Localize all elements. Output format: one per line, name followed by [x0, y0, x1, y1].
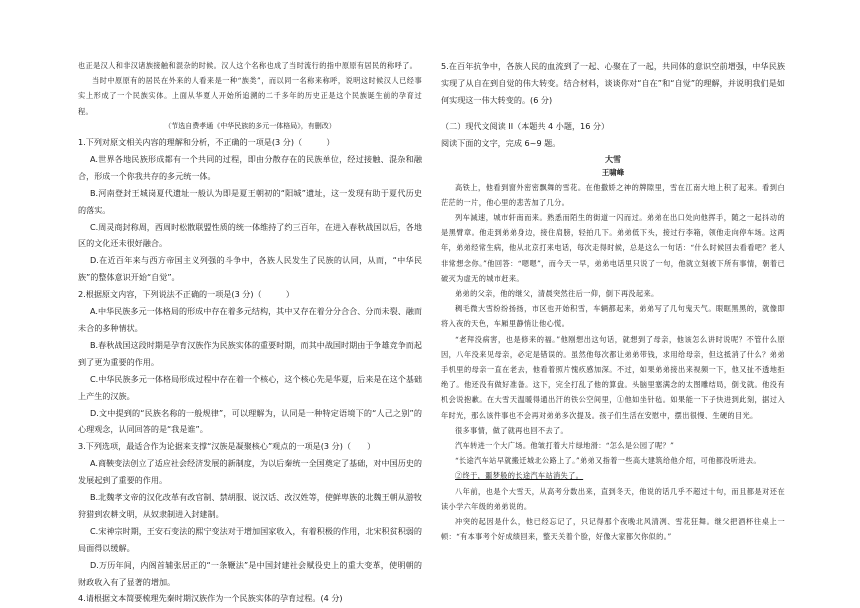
- story-paragraph: 冲突的起因是什么，他已经忘记了，只记得那个夜晚北风清冽、雪花狂舞。继父把酒杯往桌上一顿：“有本事考个好成绩回来，整天关着个脸，好像大家都欠你似的。”: [441, 517, 785, 542]
- story-paragraph: 八年前，也是个大雪天，从高考分数出来，直到冬天，他说的话几乎不超过十句，而且都是对还在读小学六年级的弟弟说的。: [441, 486, 785, 511]
- question-2-option-b: B.春秋战国这段时期是孕育汉族作为民族实体的重要时期，而其中战国时期由于争雄竞争而起到了更为重要的作用。: [78, 339, 422, 367]
- right-column: [441, 58, 785, 544]
- story-paragraph: 列车減速，城市轩南而来。熟悉而陌生的街道一闪而过。弟弟在出口处向他挥手，随之一起抖动的是黑臂章。他走到弟弟身边，接住肩膀，轻拍几下。弟弟低下头，接过行李箱，领他走向停车场。这两年，弟弟经常生病，他从北京打来电话，每次走得时候，总是这么一句话：“什么时候回去看看吧？老人非常想念你。”他回答：“嗯嗯”，而今天一早，弟弟电话里只说了一句，他就立刻被下所有事情，朝着已破灭为虚无的城市赶来。: [441, 212, 785, 283]
- story-author: 王啸峰: [601, 167, 625, 177]
- question-2-option-a: A.中华民族多元一体格局的形成中存在着多元结构，其中又存在着分分合合、分而未裂、融而未合的多种情状。: [78, 306, 422, 333]
- question-1-option-a: A.世界各地民族形成都有一个共同的过程，即由分散存在的民族单位，经过接触、混杂和融合，形成一个你我共存的多元统一体。: [78, 153, 422, 181]
- question-1-option-b: B.河南登封王城岗夏代遗址一般认为即是夏王朝初的“阳城”遗址，这一发现有助于夏代历史的落实。: [78, 187, 422, 215]
- reading-instruction: 阅读下面的文字，完成 6~9 题。: [441, 137, 561, 148]
- question-1-option-c: C.周灵商封称周，西周时松散联盟性质的统一体维持了约三百年，在进入春秋战国以后，各地区的文化还未很好融合。: [78, 221, 422, 249]
- section-heading: （二）现代文阅读 II（本题共 4 小题，16 分）: [441, 120, 610, 131]
- question-3-option-b: B.北魏孝文帝的汉化改革有改官制、禁胡服、说汉话、改汉姓等，使鲜卑族的北魏王朝从游牧狩猎到农耕文明，从奴隶制进入封建制。: [78, 492, 422, 519]
- left-column: [78, 58, 422, 607]
- question-2-option-d: D.文中提到的“民族名称的一般规律”，可以理解为，认同是一种特定语境下的“人己之别”的心理观念，认同回答的是“我是谁”。: [78, 407, 422, 435]
- question-2-stem: 2.根据原文内容，下列说法不正确的一项是(3 分)（ ）: [78, 289, 295, 300]
- question-3-option-a: A.商鞅变法创立了适应社会经济发展的新制度，为以后秦统一全国奠定了基础，对中国历史的发展起到了重要的作用。: [78, 458, 422, 486]
- spacer: [441, 109, 785, 118]
- question-1-stem: 1.下列对原文相关内容的理解和分析，不正确的一项是(3 分)（ ）: [78, 137, 335, 148]
- question-4: 4.请根据文本简要梳理先秦时期汉族作为一个民族实体的孕育过程。(4 分): [78, 593, 343, 604]
- question-1-option-d: D.在近百年来与西方帝国主义列强的斗争中，各族人民发生了民族的认同，从而，“中华民族”的整体意识开始“自觉”。: [78, 255, 422, 283]
- passage-paragraph: 当时中原原有的居民在外来的人看来是一种“族类”，而以同一名称来称呼，说明这时候汉人已经事实上形成了一个民族实体。上面从华夏人开始所追溯的二千多年的历史正是这个民族诞生前的孕育过程。: [78, 76, 422, 116]
- story-paragraph: “长途汽车站早就搬迁城北公路上了。”弟弟又指着一些高大建筑给他介绍，可他都没听进去。: [455, 456, 761, 466]
- question-5: 5.在百年抗争中，各族人民的血流到了一起、心聚在了一起，共同体的意识空前增强，中华民族实现了从自在到自觉的伟大转变。结合材料，谈谈你对“自在”和“自觉”的理解，并说明我们是如何实现这一伟大转变的。(6 分): [441, 61, 785, 105]
- story-paragraph: 稠毛微大雪纷纷扬扬，市区也开始积雪，车辆都起来，弟弟写了几句鬼天气。眼眶黑黑的，就像即将入夜的天色，车厢里静悄让他心慌。: [441, 304, 785, 329]
- question-3-stem: 3.下列选项，最适合作为论据来支撑“汉族是凝聚核心”观点的一项是(3 分)（ ）: [78, 441, 376, 452]
- question-3-option-c: C.宋神宗时期，王安石变法的熙宁变法对于增加国家收入，有着积极的作用，北宋积贫积弱的局面得以缓解。: [78, 525, 422, 553]
- source-citation: （节选自费孝通《中华民族的多元一体格局》，有删改）: [164, 121, 336, 130]
- story-paragraph: 很多事情，做了就再也回不去了。: [455, 425, 569, 435]
- question-3-option-d: D.万历年间，内阁首辅张居正的“一条鞭法”是中国封建社会赋役史上的重大变革，使明朝的财政收入有了显著的增加。: [78, 559, 422, 587]
- story-paragraph: 弟弟的父亲，他的继父，清晨突然往后一仰，倒下再没起来。: [455, 288, 659, 298]
- question-2-option-c: C.中华民族多元一体格局形成过程中存在着一个核心，这个核心先是华夏，后来是在这个基础上产生的汉族。: [78, 373, 422, 401]
- story-paragraph: 汽车转进一个大广场。他皱打着大片绿地滑：“怎么是公园了呢？”: [455, 440, 675, 450]
- story-paragraph-underlined: ②终于，噩梦般的长途汽车站消失了。: [455, 471, 584, 481]
- story-paragraph: “老拜没病害，也是修来的福。”他刚想出这句话，就想到了母亲，他该怎么讲时说呢？不管什么原因，八年没来见母亲，必定是错误的。虽然他每次都让弟弟带钱，求用给母亲，但这抵消了什么？弟弟手机里的母亲一直在老去，他看着照片愧疚感加深。不过，如果弟弟接出来视频一下，他又扯不透地拒绝了。他还没有做好准备。这下，完全打乱了他的算盘。头脑里塞满念的太图雕结局，倒戈就。他没有机会说抱歉。在大雪天温暖得通出汗的铁公空间里，①他如坐针毡。如果能一下子快进到此刻，据过入年时光，那么该件事也不会再对弟弟多次提及。孩子们生活在安慰中，摆出很慢、生硬的目光。: [441, 334, 785, 420]
- story-paragraph: 高铁上，他看到窗外密密飘舞的雪花。在他撒娇之神的牌隙里，雪在江南大地上积了起来。看到白茫茫的一片，他心里的悲苦加了几分。: [441, 182, 785, 207]
- story-title: 大雪: [605, 153, 621, 164]
- passage-paragraph: 也正是汉人和非汉诸族接触和混杂的时候。汉人这个名称也成了当时流行的指中原原有居民的称呼了。: [78, 61, 418, 70]
